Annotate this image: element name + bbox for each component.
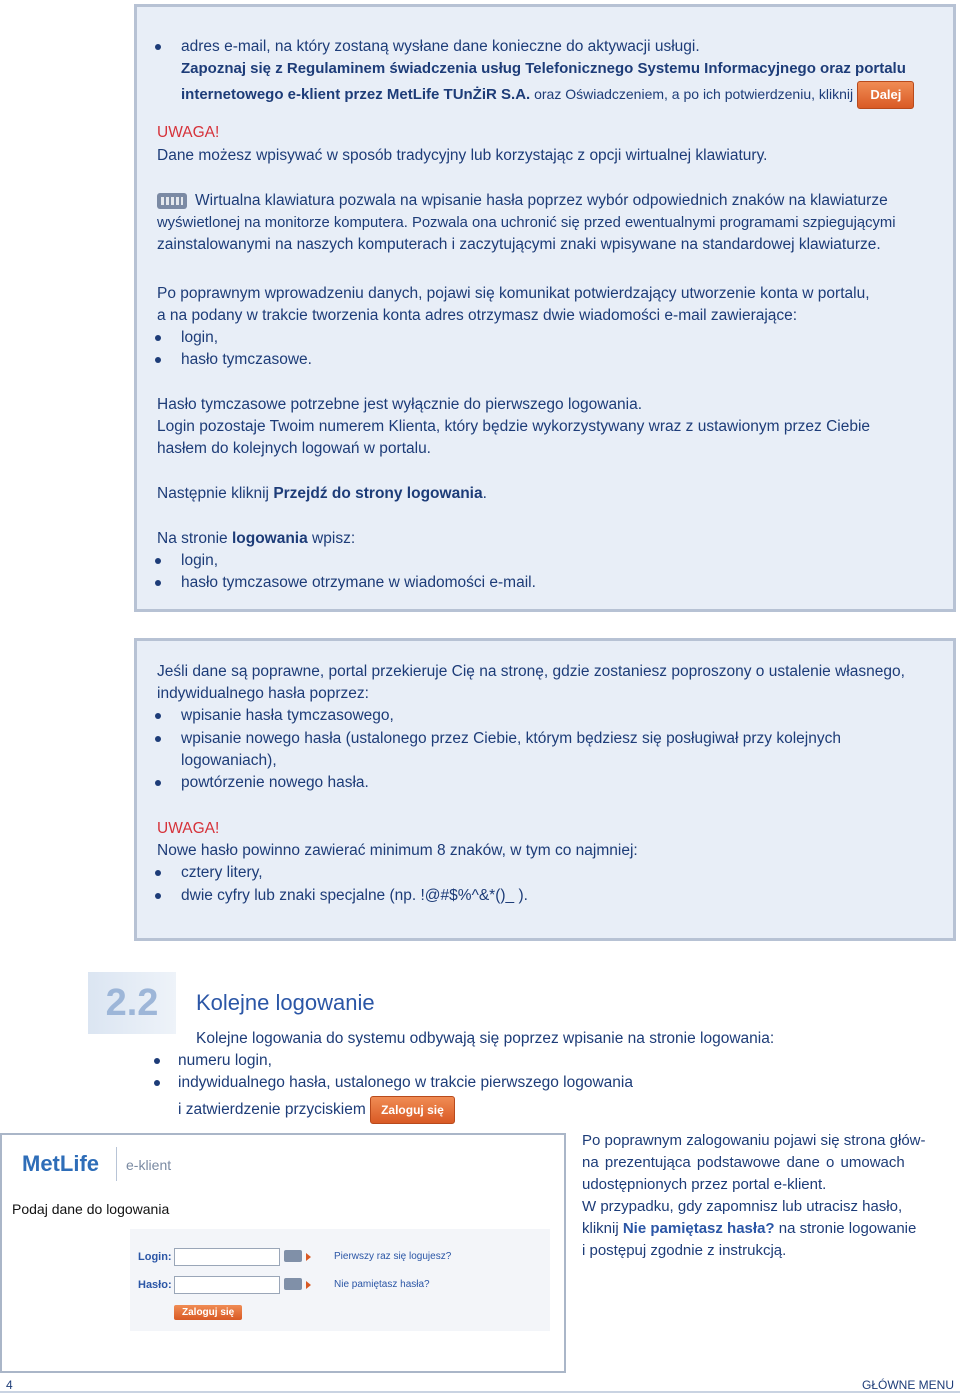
metlife-logo: MetLife xyxy=(22,1151,99,1176)
text: . xyxy=(482,485,487,502)
section-number: 2.2 xyxy=(88,972,176,1034)
list-item: login, xyxy=(181,552,219,569)
text-line: Dane możesz wpisywać w sposób tradycyjny lub korzystając z opcji wirtualnej klawiatury. xyxy=(157,147,768,164)
login-word: logowania xyxy=(231,530,308,547)
list-item xyxy=(178,1096,455,1124)
text-line xyxy=(157,484,487,504)
bullet xyxy=(155,558,161,564)
keyboard-text: Wirtualna klawiatura pozwala na wpisanie hasła poprzez wybór odpowiednich znaków na klawiaturze xyxy=(195,192,888,209)
text: wpisz: xyxy=(307,530,356,547)
side-text: Po poprawnym zalogowaniu pojawi się strona głów- xyxy=(582,1132,926,1149)
bullet xyxy=(155,335,161,341)
bullet xyxy=(155,893,161,899)
keyboard-icon[interactable] xyxy=(284,1278,302,1290)
first-login-link[interactable]: Pierwszy raz się logujesz? xyxy=(334,1251,452,1262)
bullet xyxy=(155,780,161,786)
zaloguj-button[interactable]: Zaloguj się xyxy=(174,1305,242,1320)
text: Następnie kliknij xyxy=(157,485,274,502)
footer-rule xyxy=(0,1391,960,1393)
bullet xyxy=(155,870,161,876)
bullet xyxy=(155,580,161,586)
logo-divider xyxy=(116,1147,117,1181)
eklient-label: e-klient xyxy=(126,1157,172,1173)
text-line: Po poprawnym wprowadzeniu danych, pojawi się komunikat potwierdzający utworzenie konta w portalu, xyxy=(157,285,870,302)
warning-heading: UWAGA! xyxy=(157,820,220,837)
bullet xyxy=(155,736,161,742)
info-box-2 xyxy=(134,638,956,941)
bullet xyxy=(155,357,161,363)
keyboard-icon xyxy=(157,193,187,209)
bullet xyxy=(155,713,161,719)
text-line xyxy=(157,191,888,211)
zaloguj-button[interactable]: Zaloguj się xyxy=(370,1096,455,1124)
bullet xyxy=(154,1058,160,1064)
side-text: udostępnionych przez portal e-klient. xyxy=(582,1176,827,1193)
text-line xyxy=(181,59,906,79)
list-item: wpisanie hasła tymczasowego, xyxy=(181,707,394,724)
text-line: zainstalowanymi na naszych komputerach i zaczytującymi znaki wpisywane na standardowej klawiaturze. xyxy=(157,236,881,253)
text-line: Hasło tymczasowe potrzebne jest wyłącznie do pierwszego logowania. xyxy=(157,396,643,413)
list-item: logowaniach), xyxy=(181,752,277,769)
info-box-1 xyxy=(134,4,956,612)
text: Na stronie xyxy=(157,530,232,547)
list-item: wpisanie nowego hasła (ustalonego przez Ciebie, którym będziesz się posługiwał przy kolejnych xyxy=(181,730,841,747)
login-input[interactable] xyxy=(174,1248,280,1266)
text-line xyxy=(181,81,914,109)
page-number: 4 xyxy=(6,1378,13,1392)
text-line: Jeśli dane są poprawne, portal przekieruje Cię na stronę, gdzie zostaniesz poproszony o ustalenie własnego, xyxy=(157,663,905,680)
text-line: a na podany w trakcie tworzenia konta adres otrzymasz dwie wiadomości e-mail zawierające: xyxy=(157,307,798,324)
bullet xyxy=(154,1080,160,1086)
text-line xyxy=(157,529,355,549)
list-item: login, xyxy=(181,329,219,346)
haslo-label: Hasło: xyxy=(138,1279,172,1291)
list-item: indywidualnego hasła, ustalonego w trakcie pierwszego logowania xyxy=(178,1074,633,1091)
login-screenshot xyxy=(0,1133,566,1373)
regulation-text-2: internetowego e-klient przez MetLife TUnŻiR S.A. xyxy=(181,85,531,103)
text: kliknij xyxy=(582,1220,623,1237)
forgot-password-ref: Nie pamiętasz hasła? xyxy=(622,1220,775,1237)
keyboard-icon[interactable] xyxy=(284,1250,302,1262)
confirm-text: oraz Oświadczeniem, a po ich potwierdzeniu, kliknij xyxy=(530,85,854,102)
list-item: cztery litery, xyxy=(181,864,263,881)
text-line: hasłem do kolejnych logowań w portalu. xyxy=(157,440,431,457)
regulation-text: Zapoznaj się z Regulaminem świadczenia usług Telefonicznego Systemu Informacyjnego oraz portalu xyxy=(181,60,906,77)
text: i zatwierdzenie przyciskiem xyxy=(178,1101,366,1119)
list-item: hasło tymczasowe. xyxy=(181,351,312,368)
text-line: adres e-mail, na który zostaną wysłane dane konieczne do aktywacji usługi. xyxy=(181,38,700,55)
warning-heading: UWAGA! xyxy=(157,124,220,141)
text: na stronie logowanie xyxy=(774,1220,917,1237)
section-intro: Kolejne logowania do systemu odbywają się poprzez wpisanie na stronie logowania: xyxy=(196,1030,775,1047)
text-line: Nowe hasło powinno zawierać minimum 8 znaków, w tym co najmniej: xyxy=(157,842,638,859)
login-page-link[interactable]: Przejdź do strony logowania xyxy=(273,485,483,502)
side-text: na prezentująca podstawowe dane o umowach xyxy=(582,1154,905,1171)
text-line: indywidualnego hasła poprzez: xyxy=(157,685,369,702)
side-text: W przypadku, gdy zapomnisz lub utracisz hasło, xyxy=(582,1198,903,1215)
list-item: numeru login, xyxy=(178,1052,272,1069)
side-text xyxy=(582,1219,916,1239)
dalej-button[interactable]: Dalej xyxy=(857,81,914,109)
password-input[interactable] xyxy=(174,1276,280,1294)
list-item: hasło tymczasowe otrzymane w wiadomości e-mail. xyxy=(181,574,536,591)
arrow-icon xyxy=(306,1253,311,1261)
side-text: i postępuj zgodnie z instrukcją. xyxy=(582,1242,787,1259)
text-line: wyświetlonej na monitorze komputera. Pozwala ona uchronić się przed ewentualnymi programami szpiegującymi xyxy=(157,215,896,231)
login-heading: Podaj dane do logowania xyxy=(12,1201,170,1217)
text-line: Login pozostaje Twoim numerem Klienta, który będzie wykorzystywany wraz z ustawionym przez Ciebie xyxy=(157,418,871,435)
section-title: Kolejne logowanie xyxy=(196,990,375,1015)
arrow-icon xyxy=(306,1281,311,1289)
bullet xyxy=(155,44,161,50)
login-label: Login: xyxy=(138,1251,172,1263)
forgot-password-link[interactable]: Nie pamiętasz hasła? xyxy=(334,1279,430,1290)
list-item: powtórzenie nowego hasła. xyxy=(181,774,369,791)
main-menu-link[interactable]: GŁÓWNE MENU xyxy=(861,1378,954,1392)
list-item: dwie cyfry lub znaki specjalne (np. !@#$%^&*()_ ). xyxy=(181,887,528,904)
